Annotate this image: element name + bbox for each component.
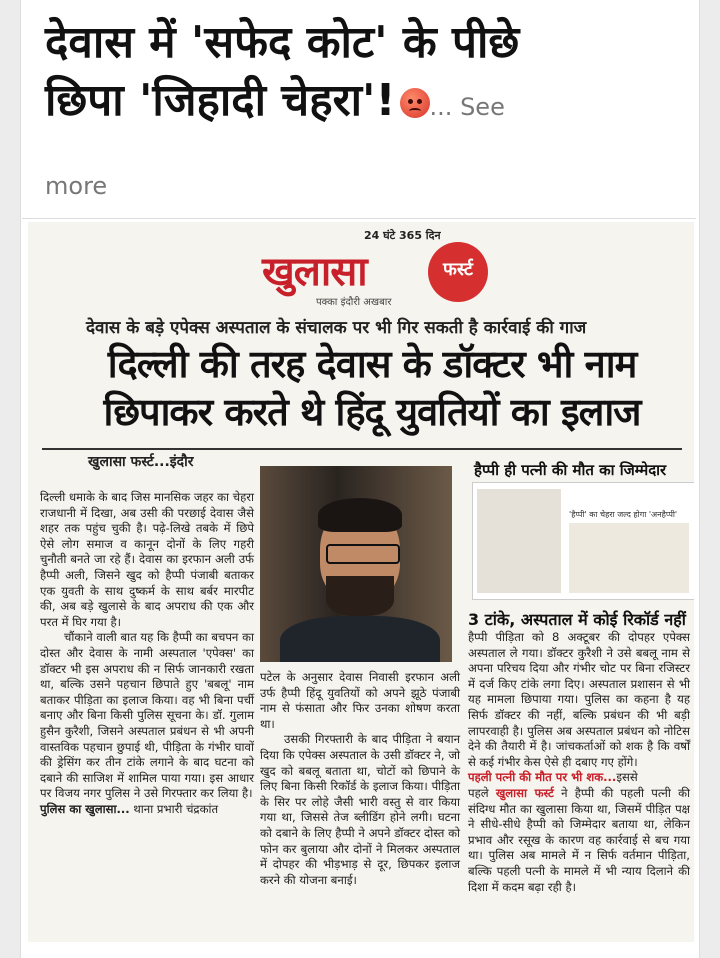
post-title [45,14,675,136]
post-title-line2 [45,75,505,126]
post-title-line1: देवास में 'सफेद कोट' के पीछे [45,17,520,68]
article-byline: खुलासा फर्स्ट...इंदौर [88,454,194,470]
subhead: पहली पत्नी की मौत पर भी शक... [468,770,617,785]
paragraph: उसकी गिरफ्तारी के बाद पीड़िता ने बयान दिया कि एपेक्स अस्पताल के उसी डॉक्टर ने, जो खुद को बबलू बताता था, चोटों को छिपाने के लिए बिना किसी रिकॉर्ड के इलाज किया। पीड़िता के सिर पर लोहे जैसी भारी वस्तु से वार किया गया था, जिससे तेज ब्लीडिंग होने लगी। घटना को दबाने के लिए हैप्पी ने अपने डॉक्टर दोस्त को फोन कर बुलाया और दोनों ने मिलकर अस्पताल में दोपहर की भीड़भाड़ से दूर, छिपकर इलाज करने की योजना बनाई। [260,732,460,887]
accused-photo [260,466,452,662]
article-column-3 [468,630,690,895]
paragraph: पटेल के अनुसार देवास निवासी इरफान अली उर्फ हैप्पी हिंदू युवतियों को अपने झूठे पंजाबी नाम से फंसाता और फिर उनका शोषण करता था। [260,670,460,731]
paragraph [468,770,690,786]
post-title-line2-text: छिपा 'जिहादी चेहरा'! [45,75,396,126]
headline-line1: दिल्ली की तरह देवास के डॉक्टर भी नाम [107,342,637,386]
subhead: पुलिस का खुलासा... [40,801,130,816]
see-more-link-continued[interactable]: more [45,172,108,200]
article-column-1 [40,490,254,817]
paragraph [40,802,254,818]
paragraph: चौंकाने वाली बात यह कि हैप्पी का बचपन का दोस्त और देवास के नामी अस्पताल 'एपेक्स' का डॉक्टर भी इस अपराध की न सिर्फ जानकारी रखता था, बल्कि उसने पहचान छिपाते हुए 'बबलू' नाम बताकर पीड़िता का इलाज किया। वह भी बिना पर्ची बनाए और बिना किसी पुलिस सूचना के। डॉ. गुलाम हुसैन कुरैशी, जिसने अस्पताल प्रबंधन से भी अपनी वास्तविक पहचान छुपाई थी, पीड़िता के गंभीर घावों की ड्रेसिंग कर तीन टांके लगाने के बाद घटना को दबाने की साजिश में शामिल पाया गया। इस आधार पर विजय नगर पुलिस ने उसे गिरफ्तार कर लिया है। [40,630,254,801]
brand-mention: खुलासा फर्स्ट [495,785,554,800]
side-clipping-thumbnail [472,482,694,600]
angry-face-icon [400,88,430,118]
masthead-logo: खुलासा [262,248,367,295]
side-thumb-text: 'हैप्पी' का चेहरा जल्द होगा 'अनहैप्पी' [569,510,678,519]
paragraph-text: ने हैप्पी की पहली पत्नी की संदिग्ध मौत का खुलासा किया था, जिसमें पीड़ित पक्ष ने सीधे-सीधे हैप्पी को जिम्मेदार बताया था, लेकिन प्रभाव और रसूख के कारण वह कार्रवाई से बच गया था। पुलिस अब मामले में न सिर्फ वर्तमान पीड़िता, बल्कि पहली पत्नी के मामले में भी न्याय दिलाने की दिशा में कदम बढ़ा रही है। [468,785,690,894]
side-subheadline: 3 टांके, अस्पताल में कोई रिकॉर्ड नहीं [468,610,686,629]
divider [22,218,696,219]
newspaper-clipping-image[interactable] [28,222,694,942]
paragraph: दिल्ली धमाके के बाद जिस मानसिक जहर का चेहरा राजधानी में दिखा, अब उसी की परछाई देवास जैसे शहर तक पहुंच चुकी है। पढ़े-लिखे तबके में छिपे ऐसे लोग समाज व कानून दोनों के लिए गहरी चुनौती बनते जा रहे हैं। देवास का इरफान अली उर्फ हैप्पी अली, जिसने खुद को हैप्पी पंजाबी बताकर एक युवती के साथ दुष्कर्म के साथ बर्बर मारपीट की, अब बड़े खुलासे के बाद अपराध की एक और परत में घिर गया है। [40,490,254,629]
paragraph-text: थाना प्रभारी चंद्रकांत [129,801,219,816]
divider [42,448,682,450]
article-kicker: देवास के बड़े एपेक्स अस्पताल के संचालक पर भी गिर सकती है कार्रवाई की गाज [86,318,587,338]
masthead-tagline-top: 24 घंटे 365 दिन [364,229,441,242]
article-column-2 [260,670,460,888]
paragraph: हैप्पी पीड़िता को 8 अक्टूबर की दोपहर एपेक्स अस्पताल ले गया। डॉक्टर कुरैशी ने उसे बबलू नाम से अपना परिचय दिया और गंभीर चोट पर बिना रजिस्टर में दर्ज किए टांके लगा दिए। अस्पताल प्रशासन से भी यह मामला छिपाया गया। पुलिस का कहना है यह सिर्फ डॉक्टर की नहीं, बल्कि प्रबंधन की भी बड़ी लापरवाही है। पुलिस अब अस्पताल प्रबंधन को नोटिस देने की तैयारी में है। जांचकर्ताओं को शक है कि वर्षों से कई गंभीर केस ऐसे ही दबाए गए होंगे। [468,630,690,769]
see-more-link[interactable]: ... See [429,93,505,121]
masthead-subtitle: पक्का इंदौरी अखबार [316,297,392,308]
article-headline [52,340,692,436]
masthead-badge: फर्स्ट [428,242,488,302]
paragraph-text: इससे [616,770,638,785]
paragraph [468,786,690,895]
side-headline: हैप्पी ही पत्नी की मौत का जिम्मेदार [474,461,667,479]
headline-line2: छिपाकर करते थे हिंदू युवतियों का इलाज [103,390,641,434]
paragraph-text: पहले [468,785,496,800]
